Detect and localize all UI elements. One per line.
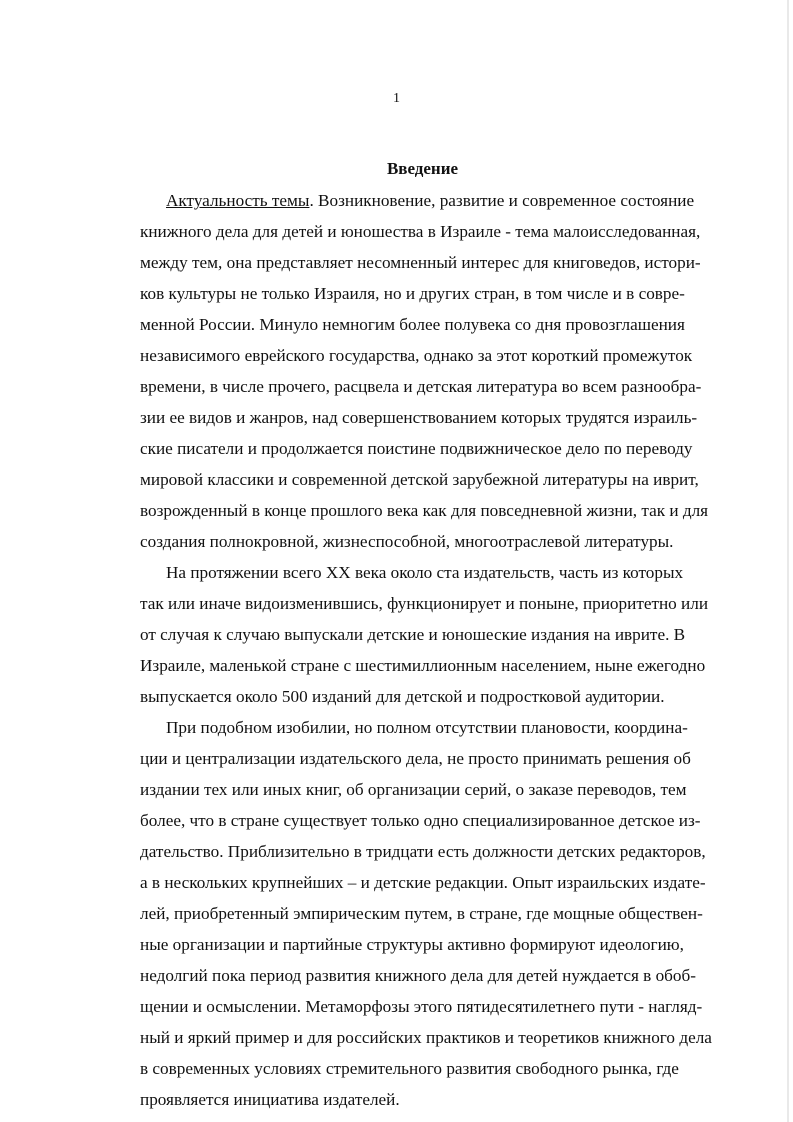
text-line: менной России. Минуло немногим более полувека со дня провозглашения <box>140 315 685 334</box>
text-line: в современных условиях стремительного развития свободного рынка, где <box>140 1059 679 1078</box>
text-line: так или иначе видоизменившись, функционирует и поныне, приоритетно или <box>140 594 709 613</box>
paragraph-relevance <box>140 185 728 557</box>
page-number: 1 <box>393 91 400 106</box>
text-line: возрожденный в конце прошлого века как для повседневной жизни, так и для <box>140 501 709 520</box>
section-heading: Введение <box>386 159 459 178</box>
text-line: проявляется инициатива издателей. <box>140 1090 400 1109</box>
text-line: между тем, она представляет несомненный интерес для книговедов, истори- <box>140 253 701 272</box>
text-line: недолгий пока период развития книжного дела для детей нуждается в обоб- <box>140 966 696 985</box>
text-line: ный и яркий пример и для российских практиков и теоретиков книжного дела <box>140 1028 712 1047</box>
body-text <box>140 185 728 1115</box>
text-line: ские писатели и продолжается поистине подвижническое дело по переводу <box>140 439 693 458</box>
text-line: зии ее видов и жанров, над совершенствованием которых трудятся израиль- <box>140 408 698 427</box>
text-line: книжного дела для детей и юношества в Израиле - тема малоисследованная, <box>140 222 701 241</box>
text-line: ков культуры не только Израиля, но и других стран, в том числе и в совре- <box>140 284 685 303</box>
text-line: Израиле, маленькой стране с шестимиллионным населением, ныне ежегодно <box>140 656 706 675</box>
text-line: ции и централизации издательского дела, не просто принимать решения об <box>140 749 691 768</box>
text-line: На протяжении всего XX века около ста издательств, часть из которых <box>166 563 684 582</box>
text-line: ные организации и партийные структуры активно формируют идеологию, <box>140 935 684 954</box>
text-line: более, что в стране существует только одно специализированное детское из- <box>140 811 701 830</box>
text-line: лей, приобретенный эмпирическим путем, в стране, где мощные обществен- <box>140 904 703 923</box>
text-line: а в нескольких крупнейших – и детские редакции. Опыт израильских издате- <box>140 873 706 892</box>
text-line: выпускается около 500 изданий для детской и подростковой аудитории. <box>140 687 665 706</box>
text-line: независимого еврейского государства, однако за этот короткий промежуток <box>140 346 693 365</box>
text-line: от случая к случаю выпускали детские и юношеские издания на иврите. В <box>140 625 686 644</box>
paragraph-abundance <box>140 712 728 1115</box>
text-line: дательство. Приблизительно в тридцати есть должности детских редакторов, <box>140 842 706 861</box>
text-line: времени, в числе прочего, расцвела и детская литература во всем разнообра- <box>140 377 702 396</box>
text-line: издании тех или иных книг, об организации серий, о заказе переводов, тем <box>140 780 687 799</box>
text-line: мировой классики и современной детской зарубежной литературы на иврит, <box>140 470 699 489</box>
text-line: щении и осмыслении. Метаморфозы этого пятидесятилетнего пути - нагляд- <box>140 997 703 1016</box>
paragraph-publishers <box>140 557 728 712</box>
page-edge-shadow <box>787 0 789 1122</box>
underlined-lead: Актуальность темы <box>166 191 310 210</box>
text-line: создания полнокровной, жизнеспособной, многоотраслевой литературы. <box>140 532 674 551</box>
text-line: При подобном изобилии, но полном отсутствии плановости, координа- <box>166 718 688 737</box>
text-line: Актуальность темы. Возникновение, развитие и современное состояние <box>166 191 695 210</box>
